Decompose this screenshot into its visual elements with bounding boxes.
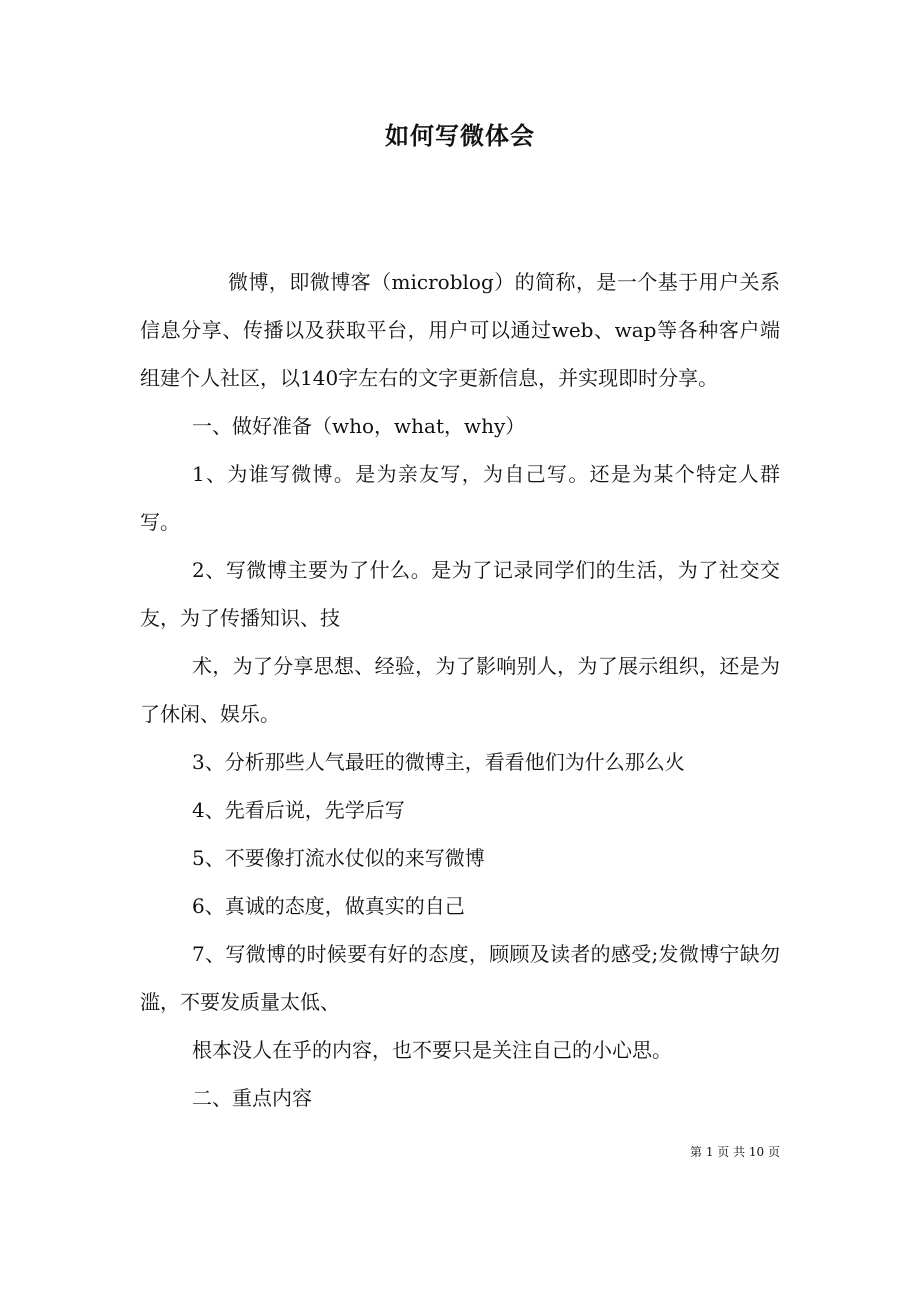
paragraph-intro: 微博，即微博客（microblog）的简称，是一个基于用户关系信息分享、传播以及获取平台，用户可以通过web、wap等各种客户端组建个人社区，以140字左右的文字更新信息，并实现即时分享。	[140, 270, 780, 390]
list-item-7-continued: 根本没人在乎的内容，也不要只是关注自己的小心思。	[192, 1038, 672, 1062]
section-heading-2: 二、重点内容	[192, 1086, 312, 1110]
list-item-7: 7、写微博的时候要有好的态度，顾顾及读者的感受;发微博宁缺勿滥，不要发质量太低、	[140, 942, 780, 1014]
list-item-2: 2、写微博主要为了什么。是为了记录同学们的生活，为了社交交友，为了传播知识、技	[140, 558, 780, 630]
list-item-5: 5、不要像打流水仗似的来写微博	[192, 846, 485, 870]
list-item-3: 3、分析那些人气最旺的微博主，看看他们为什么那么火	[192, 750, 685, 774]
section-heading-1: 一、做好准备（who，what，why）	[192, 414, 526, 438]
list-item-1: 1、为谁写微博。是为亲友写，为自己写。还是为某个特定人群写。	[140, 462, 780, 534]
page-number-footer: 第 1 页 共 10 页	[690, 1145, 780, 1159]
document-title: 如何写微体会	[385, 121, 535, 150]
document-body	[140, 258, 780, 1122]
list-item-2-continued: 术，为了分享思想、经验，为了影响别人，为了展示组织，还是为了休闲、娱乐。	[140, 654, 780, 726]
list-item-4: 4、先看后说，先学后写	[192, 798, 405, 822]
list-item-6: 6、真诚的态度，做真实的自己	[192, 894, 465, 918]
